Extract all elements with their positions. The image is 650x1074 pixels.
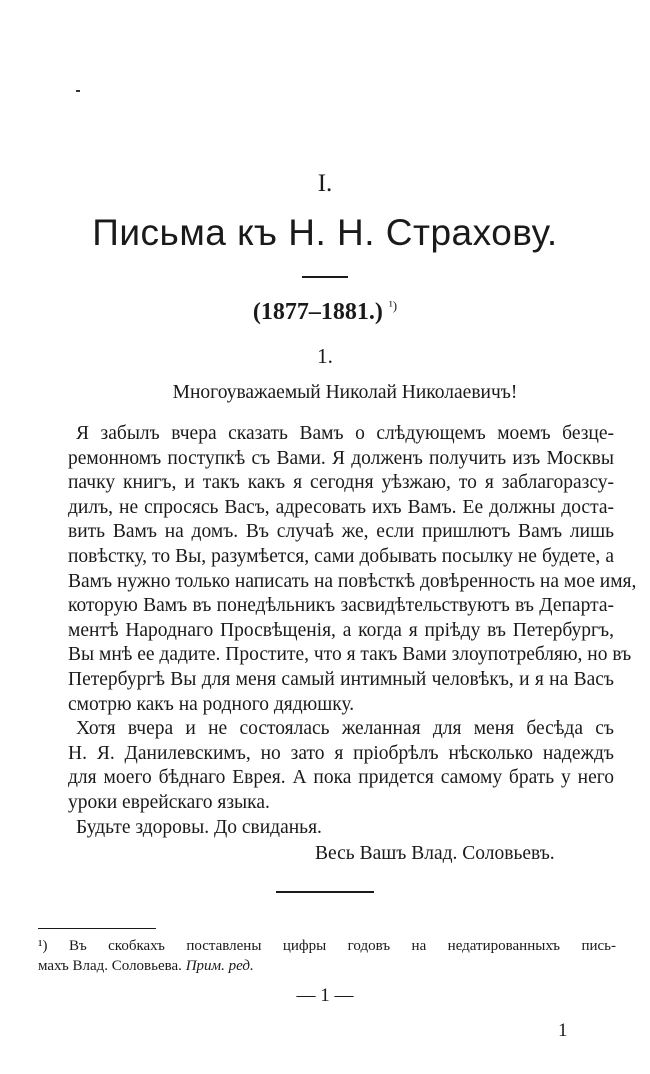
- body-line: Вы мнѣ ее дадите. Простите, что я такъ Вами злоупотребляю, но въ: [68, 644, 632, 666]
- salutation: Многоуважаемый Николай Николаевичъ!: [172, 382, 518, 403]
- letter-number: 1.: [317, 344, 333, 368]
- body-line: Петербургѣ Вы для меня самый интимный человѣкъ, и я на Васъ: [68, 668, 614, 690]
- end-divider: [276, 891, 374, 893]
- page-number-center: — 1 —: [296, 985, 354, 1006]
- footnote-line-last: [38, 956, 616, 976]
- paragraph-2: [68, 717, 614, 815]
- body-line: Хотя вчера и не состоялась желанная для меня бесѣда съ: [76, 718, 614, 740]
- body-line: ментѣ Народнаго Просвѣщенія, а когда я пріѣду въ Петербургъ,: [68, 619, 614, 641]
- body-line: которую Вамъ въ понедѣльникъ засвидѣтельствуютъ въ Департа-: [68, 595, 614, 617]
- body-line: Будьте здоровы. До свиданья.: [76, 816, 322, 838]
- years-text: (1877–1881.): [252, 299, 383, 325]
- footnote: [38, 936, 616, 976]
- footnote-text: махъ Влад. Соловьева.: [38, 958, 182, 974]
- body-line: повѣстку, то Вы, разумѣется, сами добывать посылку не будете, а: [68, 545, 614, 567]
- editor-note: Прим. ред.: [185, 958, 254, 974]
- body-line: Н. Я. Данилевскимъ, но зато я пріобрѣлъ нѣсколько надеждъ: [68, 742, 614, 764]
- body-line: уроки еврейскаго языка.: [68, 791, 270, 813]
- body-line: вить Вамъ на домъ. Въ случаѣ же, если пришлютъ Вамъ лишь: [68, 521, 614, 543]
- footnote-divider: [38, 928, 156, 929]
- stray-mark: [76, 90, 80, 92]
- body-line: Я забылъ вчера сказать Вамъ о слѣдующемъ моемъ безце-: [76, 423, 614, 444]
- letter-body: [68, 422, 637, 840]
- section-number: I.: [317, 170, 333, 197]
- years-heading: [0, 298, 650, 326]
- body-line: Вамъ нужно только написать на повѣсткѣ довѣренность на мое имя,: [68, 570, 637, 592]
- body-line: для моего бѣднаго Еврея. А пока придется самому брать у него: [68, 767, 614, 789]
- page-number-corner: 1: [558, 1020, 568, 1041]
- body-line: смотрю какъ на родного дядюшку.: [68, 693, 355, 715]
- body-line: дилъ, не спросясь Васъ, адресовать ихъ Вамъ. Ее должны доста-: [68, 496, 614, 518]
- paragraph-1: [68, 422, 637, 717]
- body-line: пачку книгъ, и такъ какъ я сегодня уѣзжаю, то я заблагоразсу-: [68, 472, 614, 494]
- signature: Весь Вашъ Влад. Соловьевъ.: [315, 843, 555, 864]
- footnote-line: ¹) Въ скобкахъ поставлены цифры годовъ на недатированныхъ пись-: [38, 938, 616, 954]
- page-title: Письма къ Н. Н. Страхову.: [92, 212, 558, 253]
- paragraph-3: [68, 816, 614, 841]
- title-divider: [302, 276, 348, 278]
- years-footnote-ref: ¹): [388, 298, 398, 313]
- body-line: ремонномъ поступкѣ съ Вами. Я долженъ получить изъ Москвы: [68, 447, 614, 469]
